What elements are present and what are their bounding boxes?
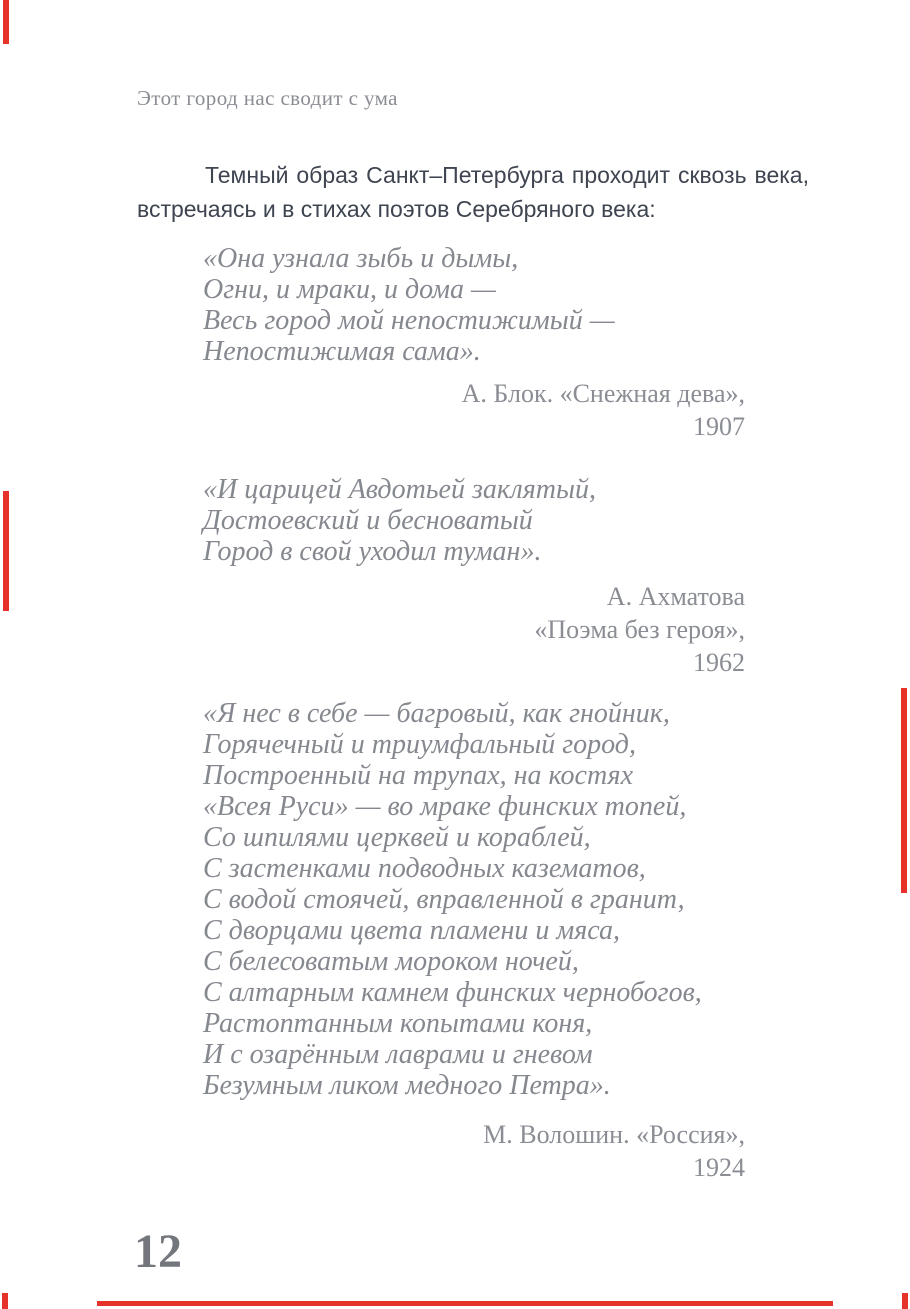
- highlight-marker-bottom-left: [2, 1293, 8, 1309]
- attribution-line: 1924: [693, 1153, 745, 1182]
- running-header: Этот город нас сводит с ума: [137, 86, 398, 110]
- quote-line: С водой стоячей, вправленной в гранит,: [203, 884, 685, 915]
- poem-quote-voloshin: [203, 698, 702, 1101]
- quote-line: Непостижимая сама».: [203, 336, 481, 367]
- quote-line: С алтарным камнем финских чернобогов,: [203, 977, 702, 1008]
- quote-line: С белесоватым мороком ночей,: [203, 946, 579, 977]
- poem-quote-akhmatova: [203, 474, 596, 567]
- quote-line: И с озарённым лаврами и гневом: [203, 1039, 593, 1070]
- page-number: 12: [134, 1225, 182, 1278]
- quote-line: С застенками подводных казематов,: [203, 853, 646, 884]
- attribution-line: М. Волошин. «Россия»,: [483, 1120, 745, 1149]
- poem-quote-blok: [203, 243, 615, 367]
- quote-line: «Всея Руси» — во мраке финских топей,: [203, 791, 687, 822]
- attribution-akhmatova: [137, 580, 745, 679]
- quote-line: Достоевский и бесноватый: [203, 505, 533, 536]
- quote-line: «И царицей Авдотьей заклятый,: [203, 474, 596, 505]
- quote-line: Построенный на трупах, на костях: [203, 760, 633, 791]
- attribution-blok: [137, 377, 745, 443]
- attribution-line: А. Блок. «Снежная дева»,: [461, 379, 745, 408]
- attribution-voloshin: [137, 1118, 745, 1184]
- attribution-line: «Поэма без героя»,: [534, 615, 745, 644]
- highlight-marker-right-edge: [901, 688, 907, 893]
- quote-line: Горячечный и триумфальный город,: [203, 729, 636, 760]
- quote-line: Город в свой уходил туман».: [203, 536, 542, 567]
- body-paragraph: [137, 158, 809, 226]
- quote-line: Огни, и мраки, и дома —: [203, 274, 496, 305]
- quote-line: Весь город мой непостижимый —: [203, 305, 615, 336]
- quote-line: «Я нес в себе — багровый, как гнойник,: [203, 698, 670, 729]
- highlight-marker-bottom-right: [902, 1293, 908, 1309]
- attribution-line: 1907: [693, 412, 745, 441]
- highlight-marker-left-edge: [3, 491, 9, 611]
- quote-line: Безумным ликом медного Петра».: [203, 1070, 611, 1101]
- highlight-marker-top-left: [3, 0, 9, 44]
- quote-line: Со шпилями церквей и кораблей,: [203, 822, 591, 853]
- attribution-line: А. Ахматова: [606, 582, 745, 611]
- attribution-line: 1962: [693, 648, 745, 677]
- paragraph-line: встречаясь и в стихах поэтов Серебряного века:: [137, 196, 656, 222]
- quote-line: С дворцами цвета пламени и мяса,: [203, 915, 620, 946]
- quote-line: Растоптанным копытами коня,: [203, 1008, 593, 1039]
- progress-bar-bottom: [97, 1301, 833, 1306]
- quote-line: «Она узнала зыбь и дымы,: [203, 243, 519, 274]
- paragraph-line: Темный образ Санкт–Петербурга проходит сквозь века,: [205, 162, 809, 188]
